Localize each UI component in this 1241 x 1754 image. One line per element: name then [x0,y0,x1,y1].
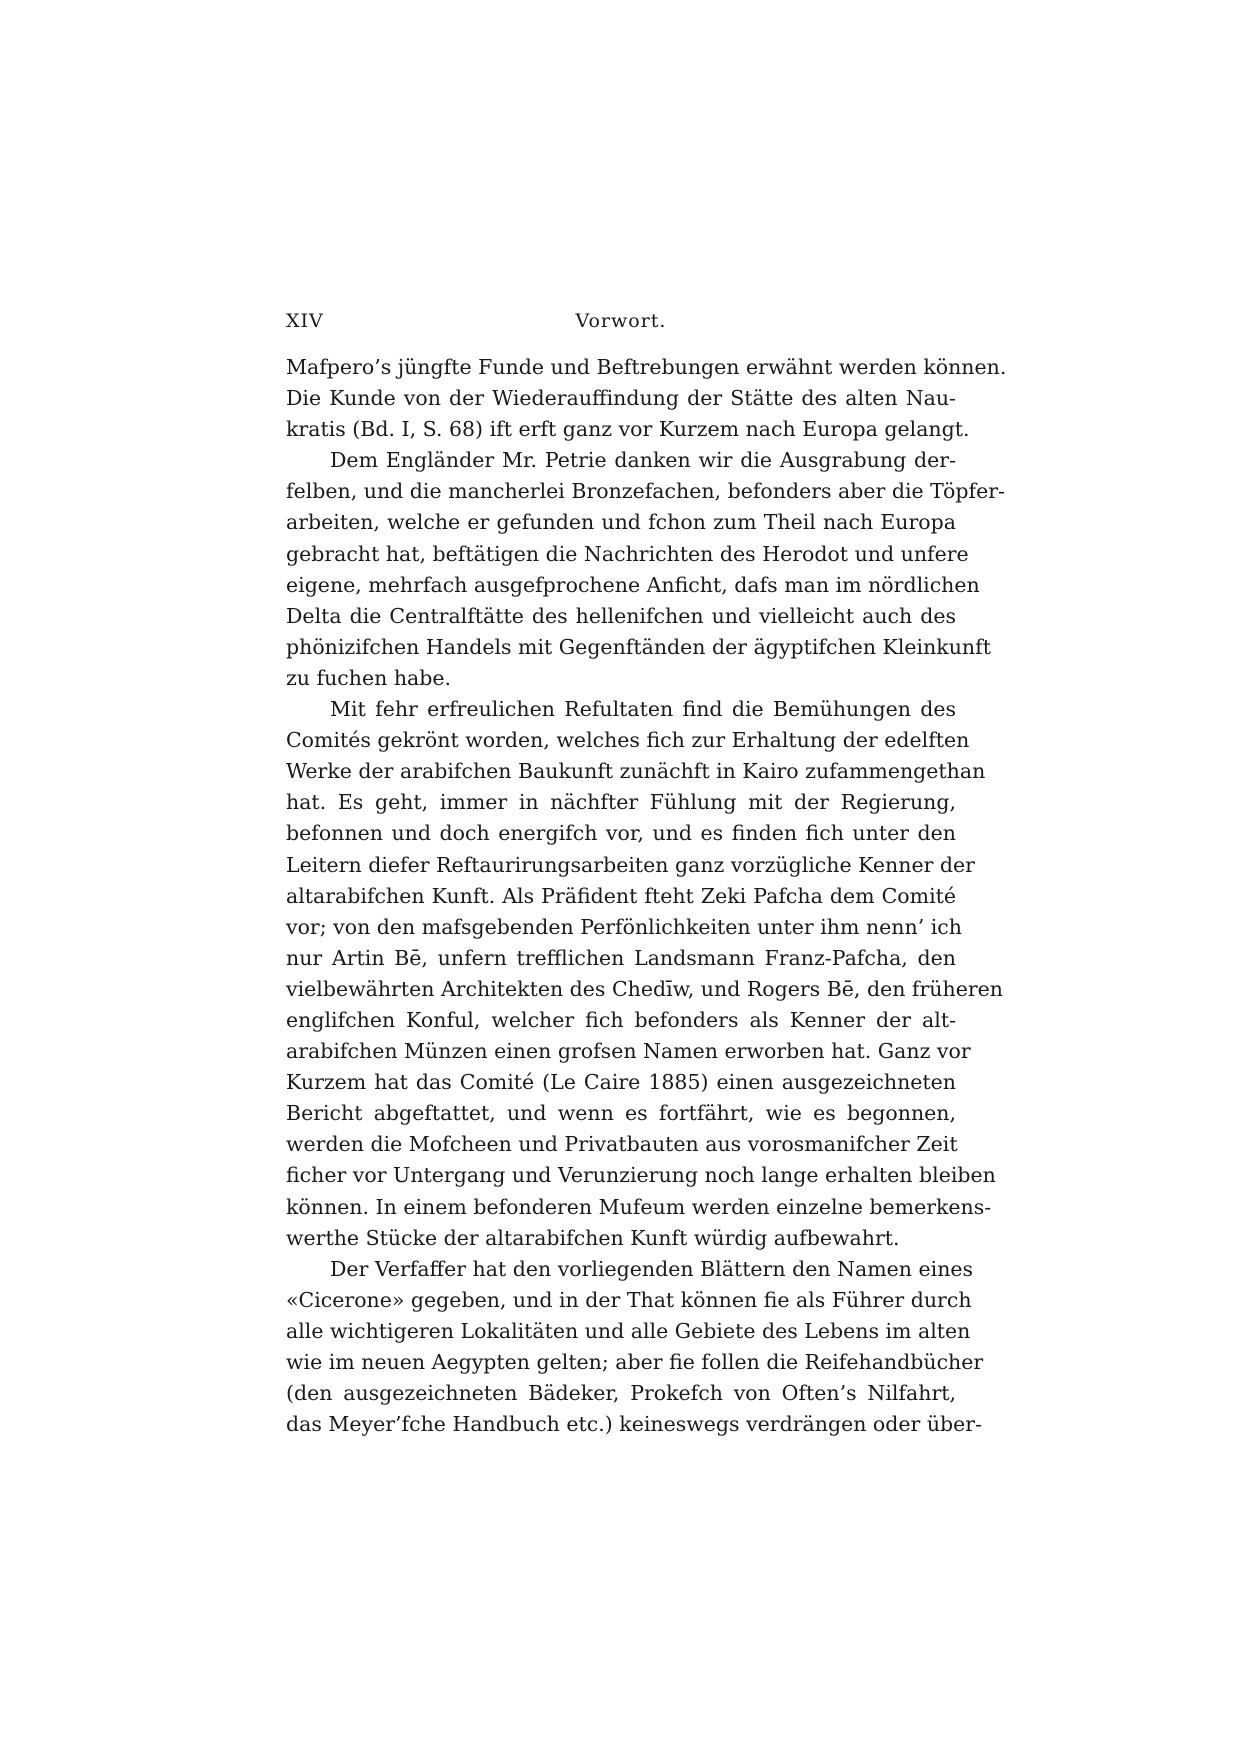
text-line: arabifchen Münzen einen grofsen Namen erworben hat. Ganz vor [286,1039,971,1064]
text-line: Dem Engländer Mr. Petrie danken wir die Ausgrabung der- [330,448,956,473]
text-line: Der Verfaffer hat den vorliegenden Blättern den Namen eines [330,1256,974,1281]
text-line: «Cicerone» gegeben, und in der That können fie als Führer durch [286,1287,972,1312]
text-line: vor; von den mafsgebenden Perfönlichkeiten unter ihm nenn’ ich [286,914,962,939]
text-line: Werke der arabifchen Baukunft zunächft in Kairo zufammengethan [286,759,986,784]
text-line: befonnen und doch energifch vor, und es finden fich unter den [286,821,956,846]
body-text [286,352,1007,1440]
text-line: phönizifchen Handels mit Gegenftänden der ägyptifchen Kleinkunft [286,634,991,659]
page-header [286,310,956,340]
text-line: vielbewährten Architekten des Chedīw, und Rogers Bē, den früheren [286,976,1003,1001]
page-number: XIV [286,310,324,332]
text-line: altarabifchen Kunft. Als Präfident fteht Zeki Pafcha dem Comité [286,883,956,908]
text-line: Leitern diefer Reftaurirungsarbeiten ganz vorzügliche Kenner der [286,852,975,877]
text-line: Die Kunde von der Wiederauffindung der Stätte des alten Nau- [286,386,956,411]
text-line: Mafpero’s jüngfte Funde und Beftrebungen erwähnt werden können. [286,355,1007,379]
text-line: arbeiten, welche er gefunden und fchon zum Theil nach Europa [286,510,956,535]
text-line: werden die Mofcheen und Privatbauten aus vorosmanifcher Zeit [286,1132,958,1157]
text-line: nur Artin Bē, unfern trefflichen Landsmann Franz-Pafcha, den [286,945,956,970]
text-line: Comités gekrönt worden, welches fich zur Erhaltung der edelften [286,728,970,753]
text-line: (den ausgezeichneten Bädeker, Prokefch von Often’s Nilfahrt, [286,1381,956,1406]
text-line: eigene, mehrfach ausgefprochene Anficht, dafs man im nördlichen [286,572,980,597]
text-line: hat. Es geht, immer in nächfter Fühlung mit der Regierung, [286,790,956,815]
paragraph [286,445,1005,694]
text-line: gebracht hat, beftätigen die Nachrichten des Herodot und unfere [286,541,969,566]
text-line: englifchen Konful, welcher fich befonders als Kenner der alt- [286,1007,956,1032]
text-line: Kurzem hat das Comité (Le Caire 1885) einen ausgezeichneten [286,1070,956,1095]
text-line: werthe Stücke der altarabifchen Kunft würdig aufbewahrt. [286,1225,900,1250]
paragraph [286,352,1007,445]
paragraph [286,694,1003,1254]
text-line: Delta die Centralftätte des hellenifchen und vielleicht auch des [286,603,956,628]
running-title: Vorwort. [575,310,667,332]
text-line: Bericht abgeftattet, und wenn es fortfährt, wie es begonnen, [286,1101,956,1126]
text-line: können. In einem befonderen Mufeum werden einzelne bemerkens- [286,1194,992,1219]
text-line: das Meyer’fche Handbuch etc.) keineswegs verdrängen oder über- [286,1412,983,1437]
text-line: felben, und die mancherlei Bronzefachen, befonders aber die Töpfer- [286,479,1005,504]
text-line: Mit fehr erfreulichen Refultaten find die Bemühungen des [330,697,956,722]
text-line: kratis (Bd. I, S. 68) ift erft ganz vor Kurzem nach Europa gelangt. [286,417,970,442]
text-line: zu fuchen habe. [286,665,452,690]
text-line: alle wichtigeren Lokalitäten und alle Gebiete des Lebens im alten [286,1318,971,1343]
paragraph [286,1254,984,1441]
text-line: wie im neuen Aegypten gelten; aber fie follen die Reifehandbücher [286,1350,984,1374]
text-line: ficher vor Untergang und Verunzierung noch lange erhalten bleiben [286,1163,996,1188]
